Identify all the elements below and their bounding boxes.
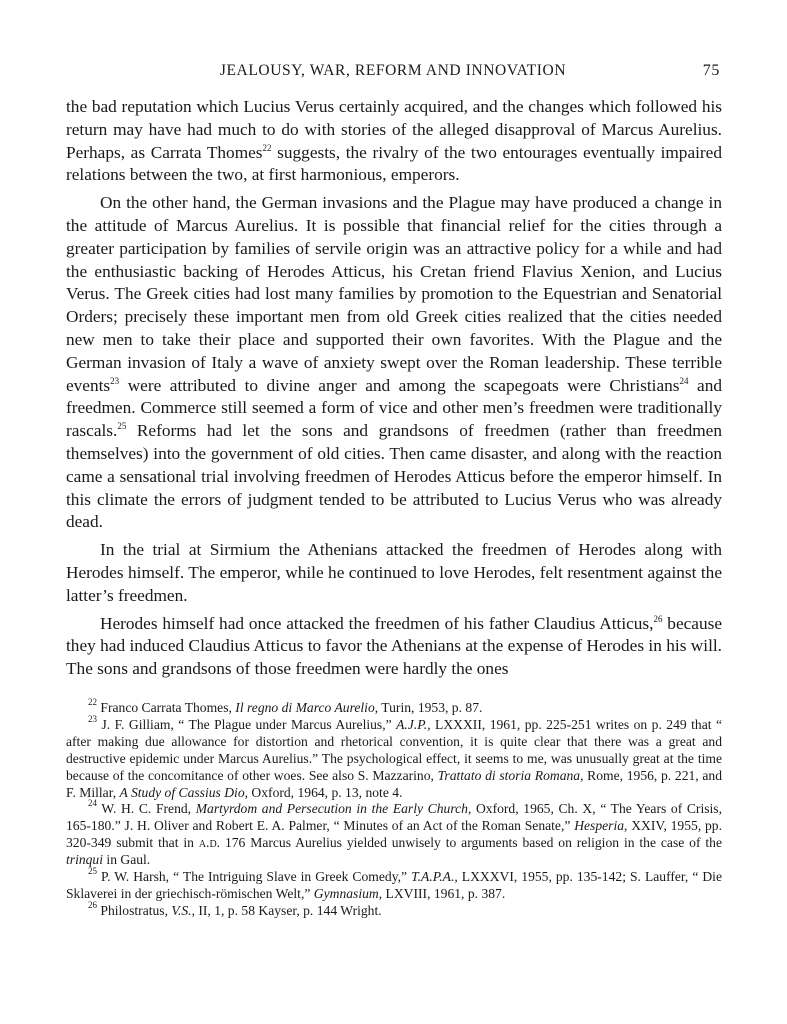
footnote-23: $^{23}$ J. F. Gilliam, “ The Plague under Marcus Aurelius,” A.J.P., LXXXII, 1961, pp. 225-251 writes on p. 249 that “ after making due allowance for distortion and rhetorical convention, it is quite clear that there was a great and destructive epidemic under Marcus Aurelius.” The psychological effect, it seems to me, was unusually great at the time because of the concomitance of other woes. See also S. Mazzarino, Trattato di storia Romana, Rome, 1956, p. 221, and F. Millar, A Study of Cassius Dio, Oxford, 1964, p. 13, note 4.	[66, 713, 722, 800]
footnote-ref-23[interactable]: 23	[110, 375, 120, 386]
footnote-24: $^{24}$ W. H. C. Frend, Martyrdom and Persecution in the Early Church, Oxford, 1965, Ch. X, “ The Years of Crisis, 165-180.” J. H. Oliver and Robert E. A. Palmer, “ Minutes of an Act of the Roman Senate,” Hesperia, XXIV, 1955, pp. 320-349 submit that in a.d. 176 Marcus Aurelius yielded unwisely to arguments based on religion in the case of the trinqui in Gaul.	[66, 798, 722, 868]
footnote-22: $^{22}$ Franco Carrata Thomes, Il regno di Marco Aurelio, Turin, 1953, p. 87.	[88, 697, 483, 715]
paragraph-2: On the other hand, the German invasions and the Plague may have produced a change in the attitude of Marcus Aurelius. It is possible that financial relief for the cities through a greater participation by families of servile origin was an attractive policy for a while and had the enthusiastic backing of Herodes Atticus, his Cretan friend Flavius Xenion, and Lucius Verus. The Greek cities had lost many families by promotion to the Equestrian and Senatorial Orders; precisely these important men from old Greek cities realized that the cities needed new men to take their place and supported their own favorites. With the Plague and the German invasion of Italy a wave of anxiety swept over the Roman leadership. These terrible events$^{23}$ were attributed to divine anger and among the scapegoats were Christians$^{24}$ and freedmen. Commerce still seemed a form of vice and other men’s freedmen were traditionally rascals.$^{25}$ Reforms had let the sons and grandsons of freedmen (rather than freedmen themselves) into the government of old cities. Then came disaster, and along with the reaction came a sensational trial involving freedmen of Herodes Atticus before the emperor himself. In this climate the errors of judgment tended to be attributed to Lucius Verus who was already dead.	[66, 193, 722, 532]
footnote-ref-25[interactable]: 25	[117, 421, 127, 432]
footnote-ref-22[interactable]: 22	[262, 142, 272, 153]
paragraph-1: the bad reputation which Lucius Verus certainly acquired, and the changes which followed his return may have had much to do with stories of the alleged disapproval of Marcus Aurelius. Perhaps, as Carrata Thomes$^{22}$ suggests, the rivalry of the two entourages eventually impaired relations between the two, at first harmonious, emperors.	[66, 97, 722, 185]
footnote-26: $^{26}$ Philostratus, V.S., II, 1, p. 58 Kayser, p. 144 Wright.	[88, 899, 382, 918]
running-head	[66, 62, 720, 84]
paragraph-4: Herodes himself had once attacked the freedmen of his father Claudius Atticus,$^{26}$ because they had induced Claudius Atticus to favor the Athenians at the expense of Herodes in his will. The sons and grandsons of those freedmen were hardly the ones	[66, 613, 722, 679]
running-head-title: JEALOUSY, WAR, REFORM AND INNOVATION	[219, 62, 567, 79]
page-number: 75	[702, 62, 720, 79]
footnote-ref-26[interactable]: 26	[653, 613, 663, 624]
paragraph-3: In the trial at Sirmium the Athenians attacked the freedmen of Herodes along with Herodes himself. The emperor, while he continued to love Herodes, felt resentment against the latter’s freedmen.	[66, 540, 722, 605]
footnotes	[66, 697, 722, 920]
footnote-25: $^{25}$ P. W. Harsh, “ The Intriguing Slave in Greek Comedy,” T.A.P.A., LXXXVI, 1955, pp. 135-142; S. Lauffer, “ Die Sklaverei in der griechisch-römischen Welt,” Gymnasium, LXVIII, 1961, p. 387.	[66, 866, 722, 901]
main-text	[66, 96, 722, 686]
footnote-ref-24[interactable]: 24	[679, 375, 689, 386]
